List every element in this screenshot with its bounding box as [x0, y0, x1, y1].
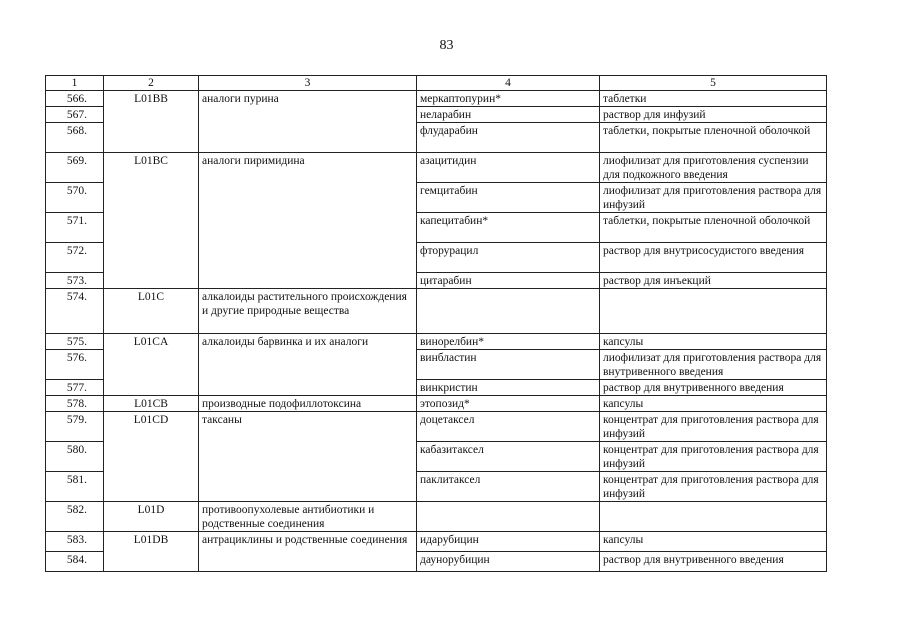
drug-name: азацитидин — [417, 153, 600, 183]
row-number: 568. — [46, 123, 104, 153]
atc-code: L01CA — [104, 334, 199, 396]
atc-group: аналоги пиримидина — [199, 153, 417, 289]
atc-code: L01D — [104, 502, 199, 532]
row-number: 567. — [46, 107, 104, 123]
dosage-form: капсулы — [600, 396, 827, 412]
dosage-form: раствор для инъекций — [600, 273, 827, 289]
row-number: 580. — [46, 442, 104, 472]
row-number: 584. — [46, 552, 104, 572]
atc-group: антрациклины и родственные соединения — [199, 532, 417, 572]
table-row — [46, 91, 827, 107]
dosage-form: концентрат для приготовления раствора для инфузий — [600, 412, 827, 442]
row-number: 573. — [46, 273, 104, 289]
page-number: 83 — [439, 38, 454, 53]
table-row — [46, 153, 827, 183]
dosage-form — [600, 502, 827, 532]
atc-code: L01DB — [104, 532, 199, 572]
dosage-form: раствор для инфузий — [600, 107, 827, 123]
drug-name: винорелбин* — [417, 334, 600, 350]
drug-name: этопозид* — [417, 396, 600, 412]
row-number: 569. — [46, 153, 104, 183]
table-row — [46, 396, 827, 412]
header-cell: 3 — [199, 76, 417, 91]
atc-code: L01BC — [104, 153, 199, 289]
row-number: 582. — [46, 502, 104, 532]
drug-name: неларабин — [417, 107, 600, 123]
atc-group: производные подофиллотоксина — [199, 396, 417, 412]
row-number: 566. — [46, 91, 104, 107]
table-row — [46, 289, 827, 334]
drug-name: капецитабин* — [417, 213, 600, 243]
drug-name: цитарабин — [417, 273, 600, 289]
drug-name: винкристин — [417, 380, 600, 396]
header-cell: 5 — [600, 76, 827, 91]
drug-name: меркаптопурин* — [417, 91, 600, 107]
drug-name: винбластин — [417, 350, 600, 380]
dosage-form — [600, 289, 827, 334]
row-number: 579. — [46, 412, 104, 442]
dosage-form: таблетки — [600, 91, 827, 107]
drug-name: даунорубицин — [417, 552, 600, 572]
row-number: 583. — [46, 532, 104, 552]
atc-group: алкалоиды барвинка и их аналоги — [199, 334, 417, 396]
dosage-form: концентрат для приготовления раствора для инфузий — [600, 442, 827, 472]
drug-name: паклитаксел — [417, 472, 600, 502]
header-cell: 1 — [46, 76, 104, 91]
atc-code: L01CD — [104, 412, 199, 502]
table-row — [46, 334, 827, 350]
row-number: 570. — [46, 183, 104, 213]
dosage-form: таблетки, покрытые пленочной оболочкой — [600, 213, 827, 243]
drug-name: флударабин — [417, 123, 600, 153]
row-number: 578. — [46, 396, 104, 412]
table-row — [46, 412, 827, 442]
drug-name — [417, 502, 600, 532]
table-row — [46, 502, 827, 532]
dosage-form: лиофилизат для приготовления суспензии для подкожного введения — [600, 153, 827, 183]
atc-group: противоопухолевые антибиотики и родственные соединения — [199, 502, 417, 532]
dosage-form: капсулы — [600, 334, 827, 350]
table-header-row — [46, 76, 827, 91]
dosage-form: капсулы — [600, 532, 827, 552]
table-row — [46, 532, 827, 552]
dosage-form: раствор для внутривенного введения — [600, 552, 827, 572]
atc-group: таксаны — [199, 412, 417, 502]
dosage-form: лиофилизат для приготовления раствора для инфузий — [600, 183, 827, 213]
drug-name: гемцитабин — [417, 183, 600, 213]
atc-code: L01CB — [104, 396, 199, 412]
drug-name: доцетаксел — [417, 412, 600, 442]
drug-name: идарубицин — [417, 532, 600, 552]
drug-name: фторурацил — [417, 243, 600, 273]
row-number: 571. — [46, 213, 104, 243]
atc-group: алкалоиды растительного происхождения и другие природные вещества — [199, 289, 417, 334]
drug-name: кабазитаксел — [417, 442, 600, 472]
dosage-form: раствор для внутривенного введения — [600, 380, 827, 396]
row-number: 574. — [46, 289, 104, 334]
row-number: 581. — [46, 472, 104, 502]
dosage-form: концентрат для приготовления раствора для инфузий — [600, 472, 827, 502]
header-cell: 4 — [417, 76, 600, 91]
drug-name — [417, 289, 600, 334]
header-cell: 2 — [104, 76, 199, 91]
atc-code: L01BB — [104, 91, 199, 153]
row-number: 572. — [46, 243, 104, 273]
drug-table — [45, 75, 827, 572]
atc-code: L01C — [104, 289, 199, 334]
row-number: 575. — [46, 334, 104, 350]
atc-group: аналоги пурина — [199, 91, 417, 153]
dosage-form: лиофилизат для приготовления раствора для внутривенного введения — [600, 350, 827, 380]
row-number: 577. — [46, 380, 104, 396]
dosage-form: таблетки, покрытые пленочной оболочкой — [600, 123, 827, 153]
row-number: 576. — [46, 350, 104, 380]
dosage-form: раствор для внутрисосудистого введения — [600, 243, 827, 273]
